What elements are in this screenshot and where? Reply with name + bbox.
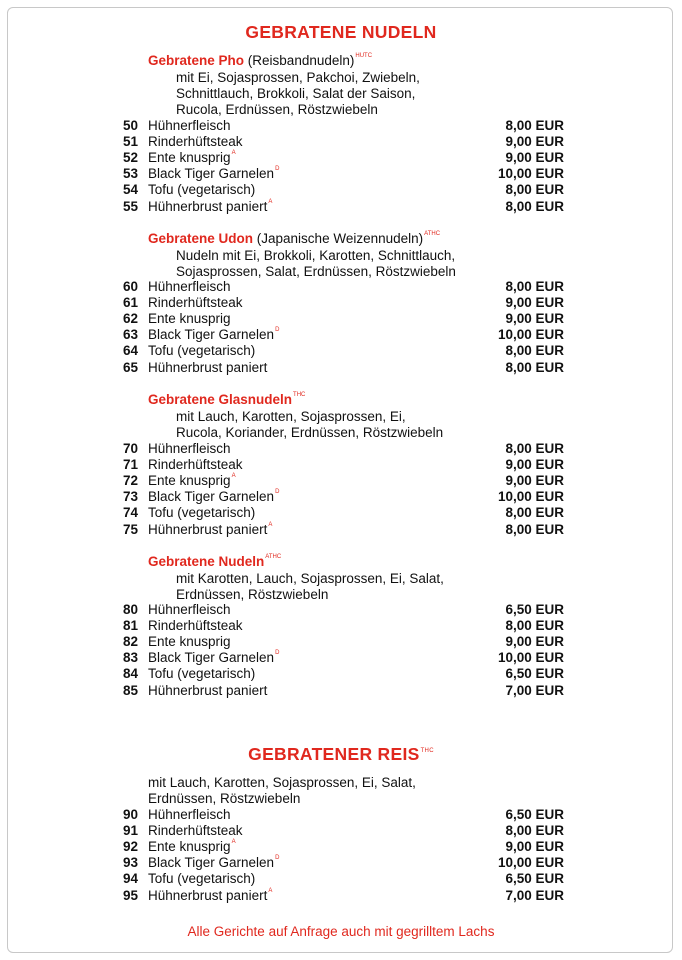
item-price: 9,00 EUR [505, 311, 564, 327]
item-name [148, 441, 231, 456]
item-name-text: Rinderhüftsteak [148, 457, 243, 473]
item-price: 9,00 EUR [505, 134, 564, 150]
menu-item-row [0, 489, 682, 505]
item-number: 84 [123, 666, 139, 682]
item-number: 65 [123, 359, 139, 375]
item-name-text: Black Tiger Garnelen [148, 166, 275, 182]
item-price: 8,00 EUR [505, 505, 564, 521]
item-name-text: Black Tiger Garnelen [148, 327, 275, 343]
item-name-text: Tofu (vegetarisch) [148, 505, 256, 521]
allergen-code: A [231, 839, 236, 846]
item-name-text: Tofu (vegetarisch) [148, 343, 256, 359]
allergen-code: D [275, 166, 280, 173]
item-price: 8,00 EUR [505, 823, 564, 839]
item-number: 70 [123, 441, 139, 456]
item-number: 95 [123, 887, 139, 903]
item-price: 7,00 EUR [505, 887, 564, 903]
item-name-text: Ente knusprig [148, 473, 231, 489]
item-name [148, 118, 231, 133]
item-number: 93 [123, 855, 139, 871]
item-number: 50 [123, 118, 139, 133]
menu-item-row [0, 683, 682, 699]
section-title-fried-noodles: GEBRATENE NUDELN [245, 22, 437, 42]
menu-item-row [0, 343, 682, 359]
item-name [148, 166, 279, 181]
item-name [148, 888, 272, 903]
item-number: 85 [123, 682, 139, 698]
item-number: 64 [123, 343, 139, 359]
allergen-code: D [275, 327, 280, 334]
item-name [148, 150, 236, 165]
item-name-text: Hühnerbrust paniert [148, 521, 268, 537]
item-name [148, 871, 255, 886]
item-price: 6,50 EUR [505, 807, 564, 822]
menu-item-row [0, 199, 682, 215]
menu-item-row [0, 118, 682, 134]
menu-item-row [0, 295, 682, 311]
item-price: 7,00 EUR [505, 682, 564, 698]
item-name [148, 505, 255, 520]
menu-item-row [0, 666, 682, 682]
menu-item-row [0, 150, 682, 166]
item-price: 9,00 EUR [505, 473, 564, 489]
item-number: 90 [123, 807, 139, 822]
menu-item-row [0, 522, 682, 538]
menu-item-row [0, 457, 682, 473]
item-name-text: Hühnerfleisch [148, 602, 231, 617]
item-name [148, 683, 267, 698]
item-name-text: Tofu (vegetarisch) [148, 666, 256, 682]
item-number: 83 [123, 650, 139, 666]
item-name-text: Tofu (vegetarisch) [148, 182, 256, 198]
item-price: 10,00 EUR [497, 855, 564, 871]
menu-item-row [0, 441, 682, 457]
item-name-text: Ente knusprig [148, 634, 231, 650]
item-name [148, 360, 267, 375]
footer-note: Alle Gerichte auf Anfrage auch mit gegrilltem Lachs [187, 924, 495, 939]
item-price: 10,00 EUR [497, 489, 564, 505]
item-price: 6,50 EUR [505, 666, 564, 682]
item-number: 80 [123, 602, 139, 617]
menu-item-row [0, 311, 682, 327]
item-price: 10,00 EUR [497, 166, 564, 182]
allergen-code: A [231, 473, 236, 480]
item-number: 75 [123, 521, 139, 537]
item-name [148, 457, 243, 472]
allergen-code: D [275, 489, 280, 496]
menu-item-row [0, 473, 682, 489]
item-number: 60 [123, 279, 139, 294]
item-number: 54 [123, 182, 139, 198]
item-number: 55 [123, 198, 139, 214]
item-name-text: Ente knusprig [148, 839, 231, 855]
item-name [148, 182, 255, 197]
item-name [148, 489, 279, 504]
item-price: 9,00 EUR [505, 634, 564, 650]
item-number: 81 [123, 618, 139, 634]
item-name [148, 807, 231, 822]
allergen-code: A [268, 198, 273, 205]
group-description-udon: Nudeln mit Ei, Brokkoli, Karotten, Schnittlauch, Sojasprossen, Salat, Erdnüssen, Röstzwiebeln [176, 248, 456, 279]
item-price: 9,00 EUR [505, 457, 564, 473]
item-name [148, 666, 255, 681]
item-name [148, 602, 231, 617]
item-name [148, 311, 231, 326]
group-title-nudeln: Gebratene Nudeln$^{ATHC}$ [148, 554, 282, 569]
item-price: 8,00 EUR [505, 118, 564, 133]
allergen-code: D [275, 855, 280, 862]
group-title-pho: Gebratene Pho (Reisbandnudeln)$^{HUTC}$ [148, 53, 373, 68]
item-number: 51 [123, 134, 139, 150]
menu-item-row [0, 871, 682, 887]
item-number: 91 [123, 823, 139, 839]
menu-item-row [0, 166, 682, 182]
item-name-text: Ente knusprig [148, 311, 231, 327]
group-description-glasnudeln: mit Lauch, Karotten, Sojasprossen, Ei, Rucola, Koriander, Erdnüssen, Röstzwiebeln [176, 409, 444, 440]
item-name [148, 634, 231, 649]
menu-item-row [0, 360, 682, 376]
group-title-udon: Gebratene Udon (Japanische Weizennudeln)$^{ATHC}$ [148, 231, 441, 246]
item-name [148, 839, 236, 854]
item-price: 8,00 EUR [505, 182, 564, 198]
item-name-text: Hühnerbrust paniert [148, 359, 268, 375]
item-name-text: Rinderhüftsteak [148, 295, 243, 311]
group-title-glasnudeln: Gebratene Glasnudeln$^{THC}$ [148, 392, 306, 407]
item-name-text: Rinderhüftsteak [148, 823, 243, 839]
item-name-text: Black Tiger Garnelen [148, 650, 275, 666]
item-price: 9,00 EUR [505, 150, 564, 166]
item-name [148, 327, 279, 342]
item-name [148, 618, 243, 633]
item-name [148, 295, 243, 310]
item-name [148, 855, 279, 870]
menu-item-row [0, 650, 682, 666]
item-number: 62 [123, 311, 139, 327]
item-price: 8,00 EUR [505, 198, 564, 214]
item-price: 6,50 EUR [505, 602, 564, 617]
item-name-text: Hühnerfleisch [148, 279, 231, 294]
item-number: 94 [123, 871, 139, 887]
menu-item-row [0, 279, 682, 295]
menu-item-row [0, 888, 682, 904]
menu-item-row [0, 602, 682, 618]
item-number: 92 [123, 839, 139, 855]
item-name-text: Hühnerbrust paniert [148, 198, 268, 214]
menu-item-row [0, 634, 682, 650]
item-name-text: Tofu (vegetarisch) [148, 871, 256, 887]
item-name [148, 473, 236, 488]
allergen-code: A [268, 887, 273, 894]
item-name-text: Hühnerbrust paniert [148, 682, 268, 698]
item-name [148, 199, 272, 214]
item-price: 8,00 EUR [505, 279, 564, 294]
menu-item-row [0, 505, 682, 521]
item-number: 71 [123, 457, 139, 473]
menu-item-row [0, 855, 682, 871]
menu-item-row [0, 327, 682, 343]
item-name [148, 134, 243, 149]
menu-item-row [0, 182, 682, 198]
menu-item-row [0, 807, 682, 823]
item-name-text: Rinderhüftsteak [148, 618, 243, 634]
item-name [148, 650, 279, 665]
item-name-text: Rinderhüftsteak [148, 134, 243, 150]
item-number: 73 [123, 489, 139, 505]
item-name [148, 823, 243, 838]
item-price: 9,00 EUR [505, 295, 564, 311]
item-price: 6,50 EUR [505, 871, 564, 887]
item-price: 8,00 EUR [505, 521, 564, 537]
item-number: 72 [123, 473, 139, 489]
menu-item-row [0, 134, 682, 150]
item-price: 10,00 EUR [497, 327, 564, 343]
group-description-pho: mit Ei, Sojasprossen, Pakchoi, Zwiebeln, Schnittlauch, Brokkoli, Salat der Saison, Rucola, Erdnüssen, Röstzwiebeln [176, 70, 420, 117]
item-price: 9,00 EUR [505, 839, 564, 855]
item-name [148, 343, 255, 358]
item-name-text: Hühnerfleisch [148, 441, 231, 456]
item-number: 53 [123, 166, 139, 182]
item-name-text: Hühnerfleisch [148, 807, 231, 822]
item-name-text: Ente knusprig [148, 150, 231, 166]
item-name [148, 522, 272, 537]
item-price: 8,00 EUR [505, 441, 564, 456]
item-name-text: Hühnerbrust paniert [148, 887, 268, 903]
allergen-code: D [275, 650, 280, 657]
allergen-code: A [231, 150, 236, 157]
item-number: 61 [123, 295, 139, 311]
menu-item-row [0, 618, 682, 634]
item-name-text: Black Tiger Garnelen [148, 855, 275, 871]
menu-item-row [0, 823, 682, 839]
item-price: 8,00 EUR [505, 359, 564, 375]
item-name-text: Hühnerfleisch [148, 118, 231, 133]
item-number: 63 [123, 327, 139, 343]
item-price: 8,00 EUR [505, 343, 564, 359]
item-number: 52 [123, 150, 139, 166]
allergen-code: A [268, 521, 273, 528]
group-description-nudeln: mit Karotten, Lauch, Sojasprossen, Ei, Salat, Erdnüssen, Röstzwiebeln [176, 571, 444, 602]
item-number: 82 [123, 634, 139, 650]
menu-item-row [0, 839, 682, 855]
item-name [148, 279, 231, 294]
item-price: 10,00 EUR [497, 650, 564, 666]
item-name-text: Black Tiger Garnelen [148, 489, 275, 505]
item-price: 8,00 EUR [505, 618, 564, 634]
section-title-fried-rice: GEBRATENER $REIS^{THC}$ [248, 744, 434, 764]
group-description-rice: mit Lauch, Karotten, Sojasprossen, Ei, Salat, Erdnüssen, Röstzwiebeln [148, 775, 416, 806]
item-number: 74 [123, 505, 139, 521]
